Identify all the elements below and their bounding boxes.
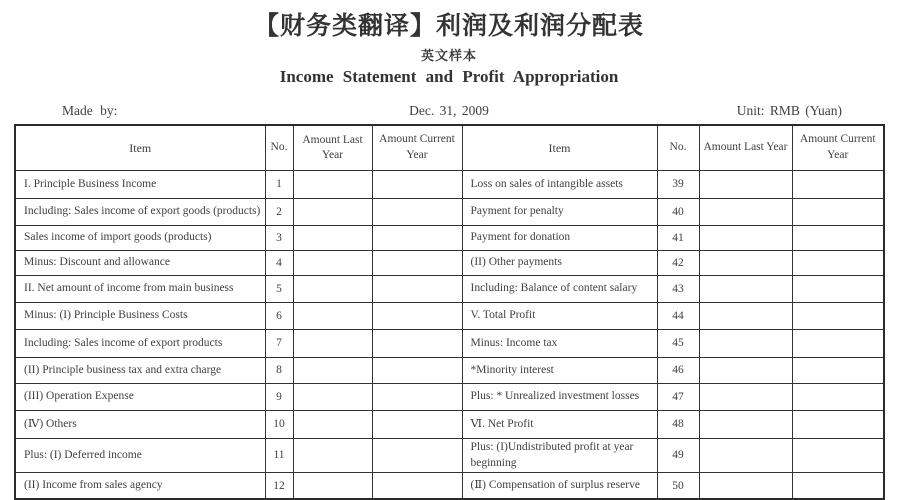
amount-current-year-cell xyxy=(372,329,462,357)
amount-last-year-cell xyxy=(293,410,372,438)
item-cell: Including: Balance of content salary xyxy=(462,275,657,302)
amount-current-year-cell xyxy=(372,170,462,198)
amount-last-year-cell xyxy=(699,472,792,499)
row-number-cell: 50 xyxy=(657,472,699,499)
item-cell: Payment for penalty xyxy=(462,198,657,225)
item-cell: (II) Principle business tax and extra charge xyxy=(15,357,265,383)
amount-current-year-cell xyxy=(792,329,884,357)
col-header-amount-last-year: Amount Last Year xyxy=(293,125,372,170)
amount-last-year-cell xyxy=(293,198,372,225)
amount-current-year-cell xyxy=(372,472,462,499)
table-row xyxy=(15,302,884,329)
row-number-cell: 11 xyxy=(265,438,293,472)
col-header-item: Item xyxy=(15,125,265,170)
item-cell: Plus: * Unrealized investment losses xyxy=(462,383,657,410)
amount-current-year-cell xyxy=(792,357,884,383)
amount-last-year-cell xyxy=(293,357,372,383)
row-number-cell: 45 xyxy=(657,329,699,357)
row-number-cell: 44 xyxy=(657,302,699,329)
col-header-amount-current-year: Amount Current Year xyxy=(372,125,462,170)
row-number-cell: 39 xyxy=(657,170,699,198)
table-row xyxy=(15,250,884,275)
item-cell: Sales income of import goods (products) xyxy=(15,225,265,250)
amount-current-year-cell xyxy=(792,170,884,198)
table-row xyxy=(15,329,884,357)
item-cell: (Ⅱ) Compensation of surplus reserve xyxy=(462,472,657,499)
row-number-cell: 4 xyxy=(265,250,293,275)
amount-current-year-cell xyxy=(372,438,462,472)
amount-current-year-cell xyxy=(792,302,884,329)
amount-last-year-cell xyxy=(293,383,372,410)
amount-last-year-cell xyxy=(699,329,792,357)
page-title-english: Income Statement and Profit Appropriation xyxy=(279,67,619,86)
row-number-cell: 5 xyxy=(265,275,293,302)
col-header-item: Item xyxy=(462,125,657,170)
item-cell: I. Principle Business Income xyxy=(15,170,265,198)
table-row xyxy=(15,170,884,198)
meta-row xyxy=(0,103,898,123)
amount-last-year-cell xyxy=(699,383,792,410)
report-date: Dec. 31, 2009 xyxy=(409,103,489,118)
amount-last-year-cell xyxy=(293,329,372,357)
amount-last-year-cell xyxy=(699,275,792,302)
item-cell: Plus: (I)Undistributed profit at year beginning xyxy=(462,438,657,472)
amount-last-year-cell xyxy=(293,275,372,302)
amount-last-year-cell xyxy=(293,302,372,329)
item-cell: Minus: Discount and allowance xyxy=(15,250,265,275)
table-row xyxy=(15,225,884,250)
item-cell: Minus: Income tax xyxy=(462,329,657,357)
row-number-cell: 46 xyxy=(657,357,699,383)
amount-current-year-cell xyxy=(792,198,884,225)
amount-last-year-cell xyxy=(293,225,372,250)
amount-last-year-cell xyxy=(699,198,792,225)
col-header-amount-last-year: Amount Last Year xyxy=(699,125,792,170)
row-number-cell: 8 xyxy=(265,357,293,383)
row-number-cell: 10 xyxy=(265,410,293,438)
amount-last-year-cell xyxy=(699,170,792,198)
amount-current-year-cell xyxy=(372,250,462,275)
amount-current-year-cell xyxy=(372,275,462,302)
amount-last-year-cell xyxy=(699,438,792,472)
item-cell: *Minority interest xyxy=(462,357,657,383)
page-title-chinese: 【财务类翻译】利润及利润分配表 xyxy=(253,13,644,40)
amount-last-year-cell xyxy=(293,250,372,275)
row-number-cell: 40 xyxy=(657,198,699,225)
item-cell: (II) Other payments xyxy=(462,250,657,275)
amount-current-year-cell xyxy=(372,410,462,438)
table-row xyxy=(15,410,884,438)
row-number-cell: 41 xyxy=(657,225,699,250)
col-header-no: No. xyxy=(265,125,293,170)
amount-last-year-cell xyxy=(699,410,792,438)
amount-current-year-cell xyxy=(372,383,462,410)
amount-last-year-cell xyxy=(293,170,372,198)
table-row xyxy=(15,383,884,410)
amount-current-year-cell xyxy=(792,472,884,499)
amount-current-year-cell xyxy=(792,275,884,302)
table-header-row xyxy=(15,125,884,170)
col-header-amount-current-year: Amount Current Year xyxy=(792,125,884,170)
amount-current-year-cell xyxy=(792,410,884,438)
amount-current-year-cell xyxy=(792,383,884,410)
item-cell: Plus: (I) Deferred income xyxy=(15,438,265,472)
item-cell: V. Total Profit xyxy=(462,302,657,329)
amount-last-year-cell xyxy=(699,250,792,275)
item-cell: Including: Sales income of export products xyxy=(15,329,265,357)
table-row xyxy=(15,357,884,383)
item-cell: Minus: (I) Principle Business Costs xyxy=(15,302,265,329)
item-cell: Loss on sales of intangible assets xyxy=(462,170,657,198)
row-number-cell: 12 xyxy=(265,472,293,499)
table-row xyxy=(15,198,884,225)
item-cell: (II) Income from sales agency xyxy=(15,472,265,499)
item-cell: (Ⅳ) Others xyxy=(15,410,265,438)
amount-current-year-cell xyxy=(372,357,462,383)
row-number-cell: 47 xyxy=(657,383,699,410)
amount-last-year-cell xyxy=(293,472,372,499)
row-number-cell: 49 xyxy=(657,438,699,472)
row-number-cell: 42 xyxy=(657,250,699,275)
table-row xyxy=(15,472,884,499)
amount-current-year-cell xyxy=(792,225,884,250)
row-number-cell: 6 xyxy=(265,302,293,329)
row-number-cell: 1 xyxy=(265,170,293,198)
amount-last-year-cell xyxy=(699,357,792,383)
row-number-cell: 2 xyxy=(265,198,293,225)
amount-last-year-cell xyxy=(699,302,792,329)
income-statement-table xyxy=(14,124,885,500)
amount-current-year-cell xyxy=(372,198,462,225)
col-header-no: No. xyxy=(657,125,699,170)
row-number-cell: 48 xyxy=(657,410,699,438)
amount-last-year-cell xyxy=(293,438,372,472)
table-row xyxy=(15,275,884,302)
made-by-label: Made by: xyxy=(62,103,118,118)
item-cell: (III) Operation Expense xyxy=(15,383,265,410)
item-cell: Payment for donation xyxy=(462,225,657,250)
row-number-cell: 3 xyxy=(265,225,293,250)
row-number-cell: 43 xyxy=(657,275,699,302)
amount-current-year-cell xyxy=(372,302,462,329)
amount-current-year-cell xyxy=(792,438,884,472)
item-cell: II. Net amount of income from main business xyxy=(15,275,265,302)
amount-last-year-cell xyxy=(699,225,792,250)
item-cell: Ⅵ. Net Profit xyxy=(462,410,657,438)
amount-current-year-cell xyxy=(372,225,462,250)
row-number-cell: 7 xyxy=(265,329,293,357)
item-cell: Including: Sales income of export goods (products) xyxy=(15,198,265,225)
page-subtitle-chinese: 英文样本 xyxy=(420,48,477,63)
currency-unit-label: Unit: RMB (Yuan) xyxy=(736,103,842,118)
amount-current-year-cell xyxy=(792,250,884,275)
row-number-cell: 9 xyxy=(265,383,293,410)
table-row xyxy=(15,438,884,472)
